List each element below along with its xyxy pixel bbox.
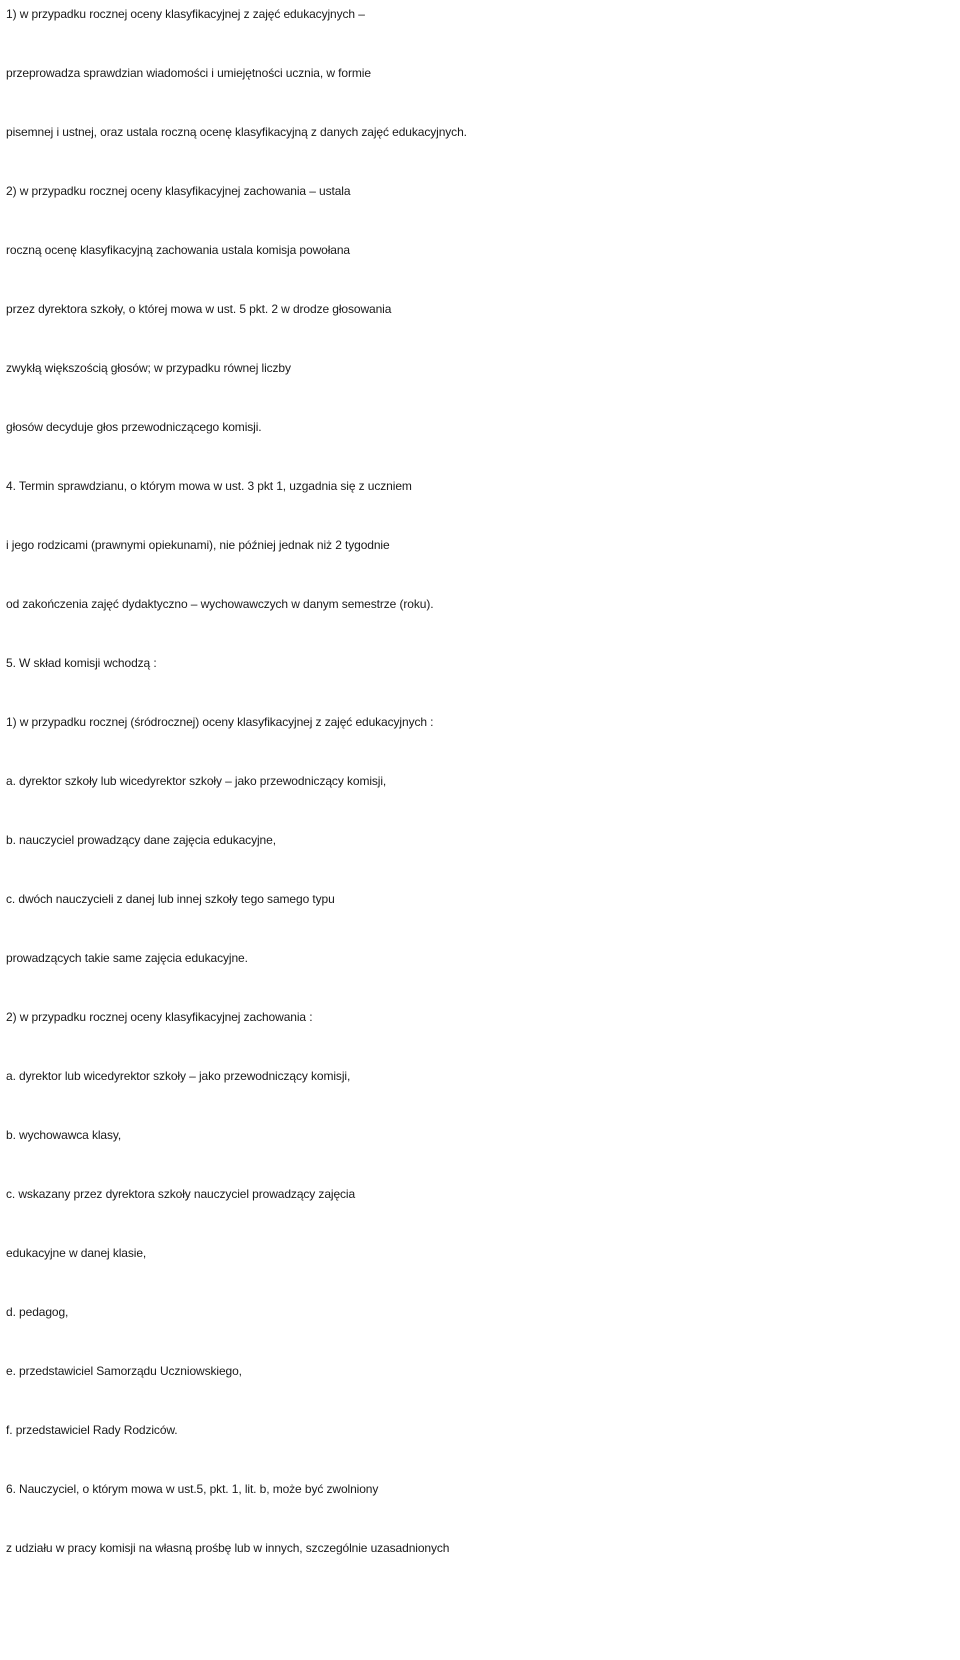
text-line: c. wskazany przez dyrektora szkoły nauczyciel prowadzący zajęcia	[6, 1187, 356, 1201]
text-line: i jego rodzicami (prawnymi opiekunami), nie później jednak niż 2 tygodnie	[6, 538, 390, 552]
text-line: f. przedstawiciel Rady Rodziców.	[6, 1423, 178, 1437]
text-line: 6. Nauczyciel, o którym mowa w ust.5, pkt. 1, lit. b, może być zwolniony	[6, 1482, 379, 1496]
text-line: 2) w przypadku rocznej oceny klasyfikacyjnej zachowania :	[6, 1010, 313, 1024]
text-line: 5. W skład komisji wchodzą :	[6, 656, 157, 670]
text-line: od zakończenia zajęć dydaktyczno – wychowawczych w danym semestrze (roku).	[6, 597, 434, 611]
text-line: 4. Termin sprawdzianu, o którym mowa w ust. 3 pkt 1, uzgadnia się z uczniem	[6, 479, 412, 493]
text-line: b. nauczyciel prowadzący dane zajęcia edukacyjne,	[6, 833, 276, 847]
text-line: a. dyrektor lub wicedyrektor szkoły – jako przewodniczący komisji,	[6, 1069, 351, 1083]
text-line: b. wychowawca klasy,	[6, 1128, 122, 1142]
text-line: przez dyrektora szkoły, o której mowa w ust. 5 pkt. 2 w drodze głosowania	[6, 302, 392, 316]
text-line: d. pedagog,	[6, 1305, 69, 1319]
text-line: 1) w przypadku rocznej (śródrocznej) oceny klasyfikacyjnej z zajęć edukacyjnych :	[6, 715, 434, 729]
text-line: a. dyrektor szkoły lub wicedyrektor szkoły – jako przewodniczący komisji,	[6, 774, 387, 788]
text-line: roczną ocenę klasyfikacyjną zachowania ustala komisja powołana	[6, 243, 350, 257]
text-line: 1) w przypadku rocznej oceny klasyfikacyjnej z zajęć edukacyjnych –	[6, 7, 365, 21]
text-line: z udziału w pracy komisji na własną prośbę lub w innych, szczególnie uzasadnionych	[6, 1541, 450, 1555]
text-line: zwykłą większością głosów; w przypadku równej liczby	[6, 361, 291, 375]
text-line: e. przedstawiciel Samorządu Uczniowskiego,	[6, 1364, 242, 1378]
text-line: przeprowadza sprawdzian wiadomości i umiejętności ucznia, w formie	[6, 66, 371, 80]
text-line: 2) w przypadku rocznej oceny klasyfikacyjnej zachowania – ustala	[6, 184, 351, 198]
text-line: prowadzących takie same zajęcia edukacyjne.	[6, 951, 248, 965]
text-line: c. dwóch nauczycieli z danej lub innej szkoły tego samego typu	[6, 892, 335, 906]
text-line: edukacyjne w danej klasie,	[6, 1246, 147, 1260]
text-line: głosów decyduje głos przewodniczącego komisji.	[6, 420, 262, 434]
text-line: pisemnej i ustnej, oraz ustala roczną ocenę klasyfikacyjną z danych zajęć edukacyjnych.	[6, 125, 467, 139]
